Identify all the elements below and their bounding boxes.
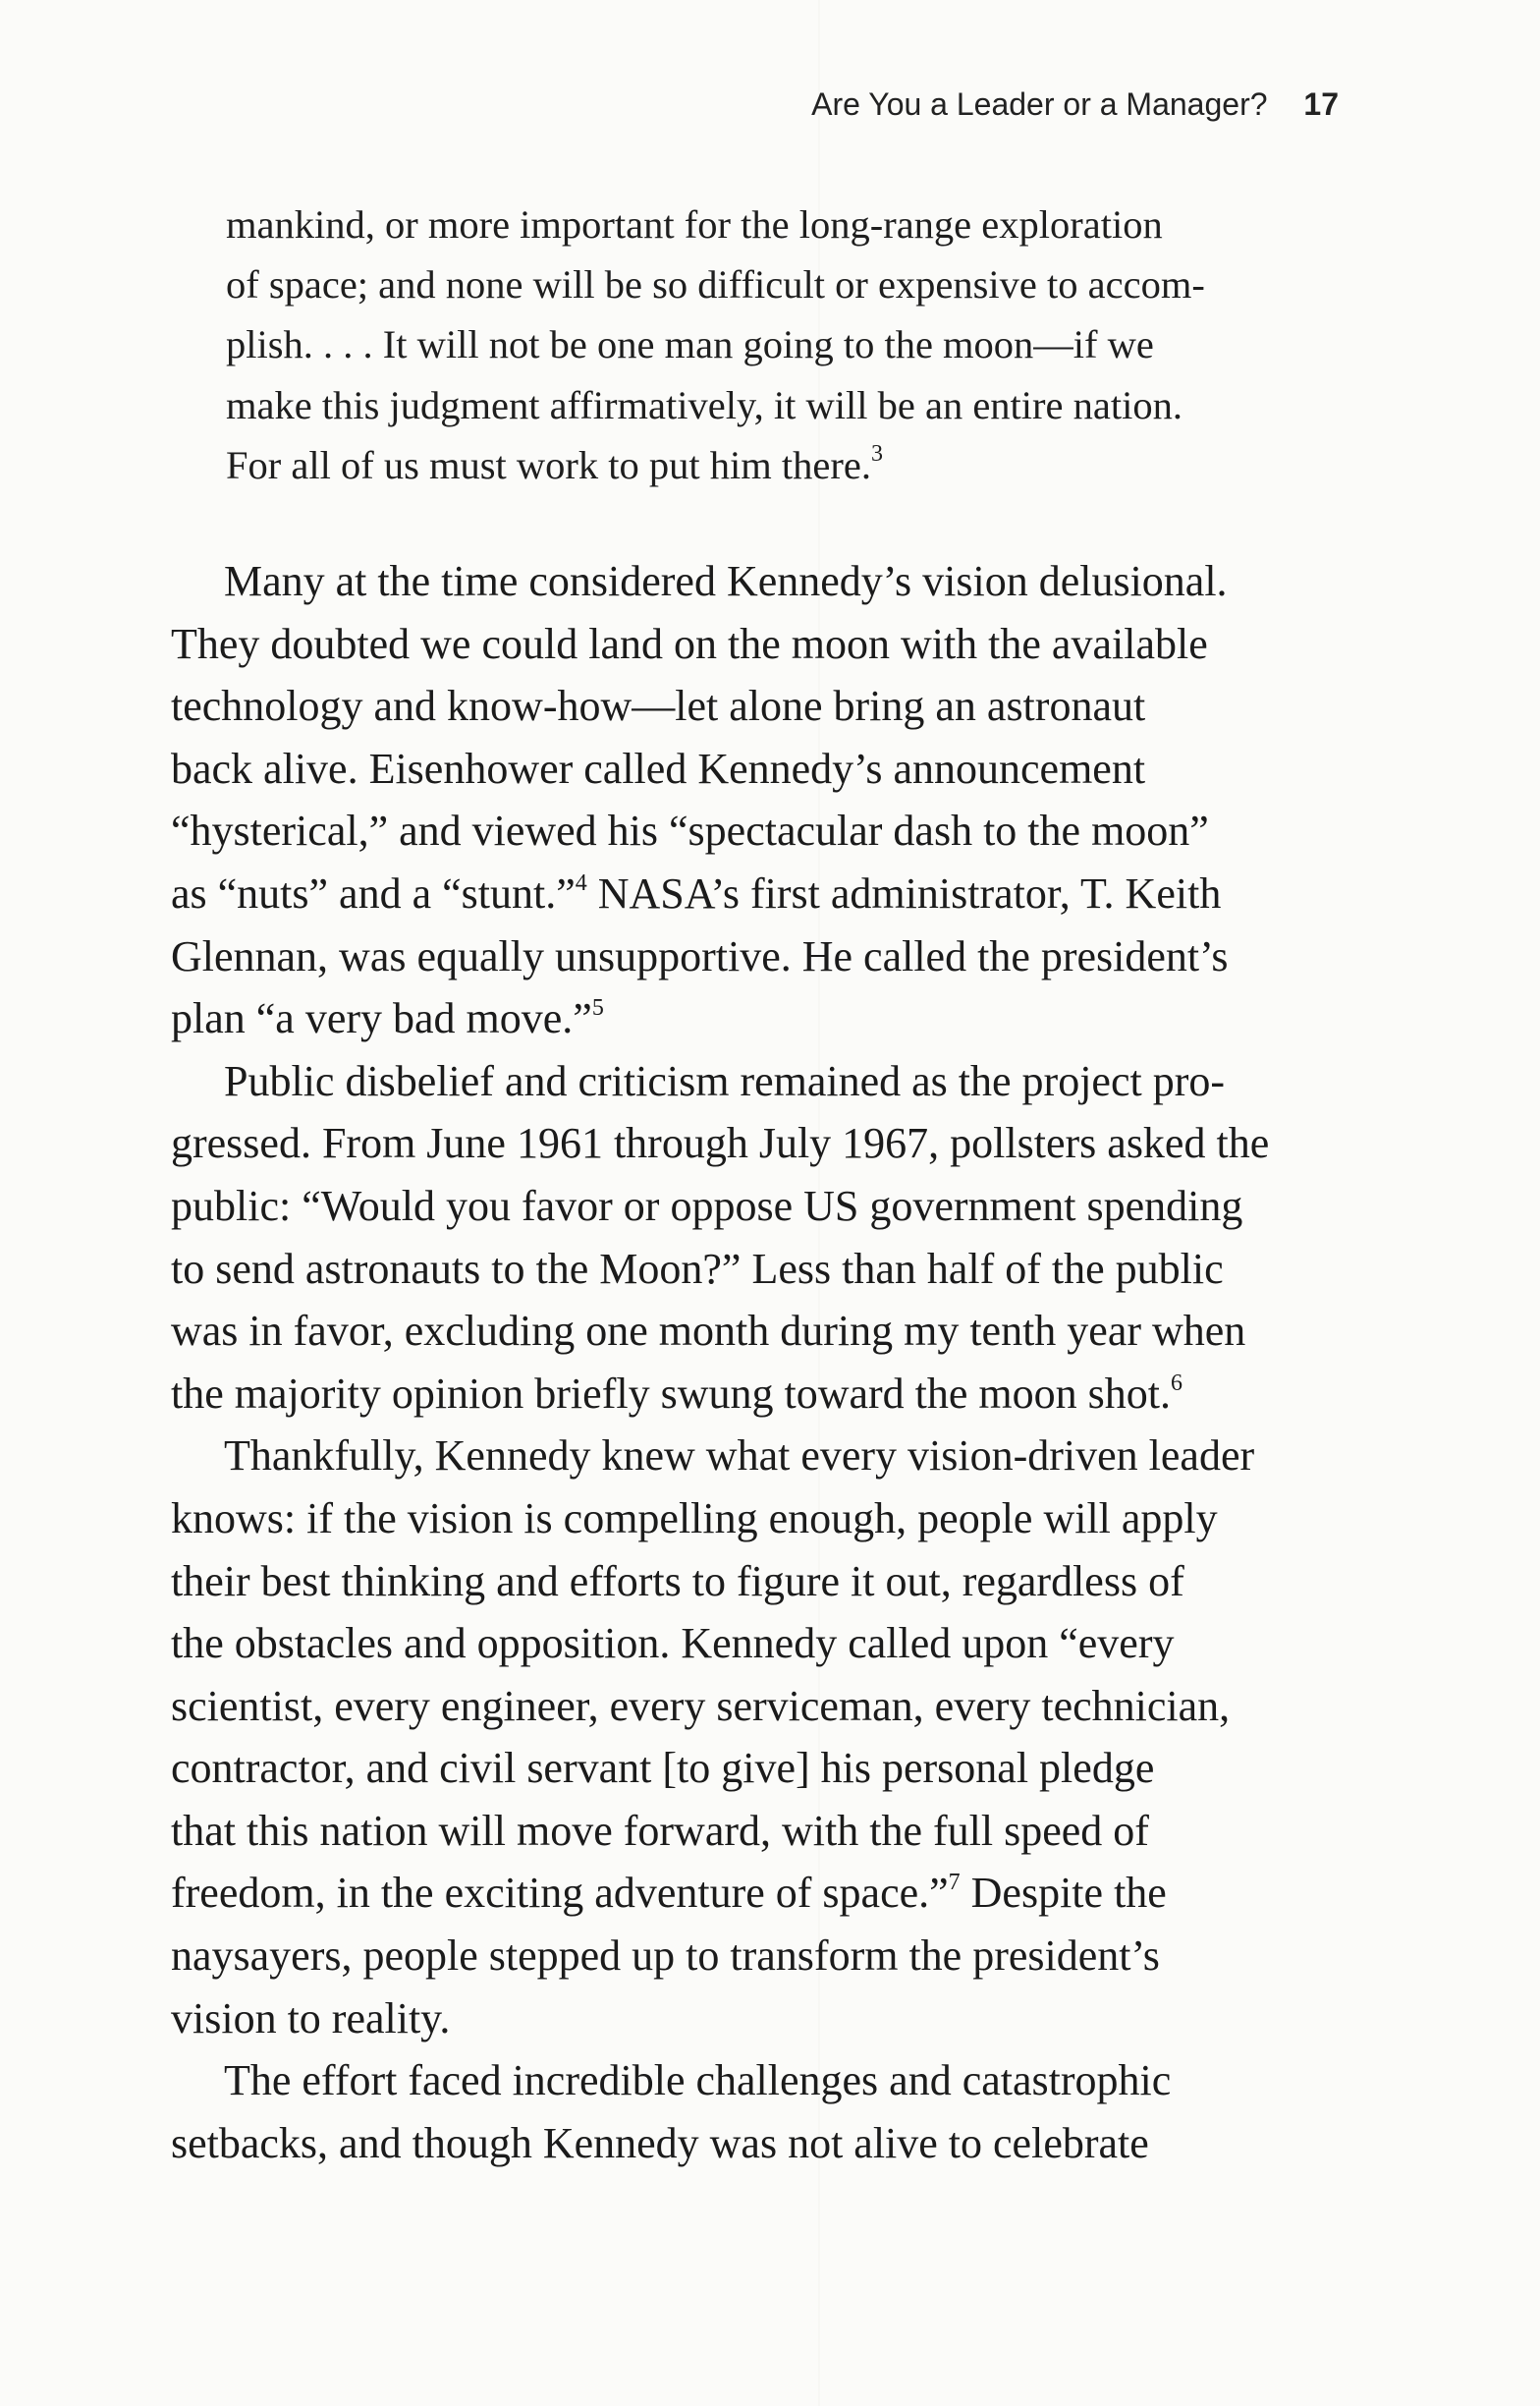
text-run: plan “a very bad move.” — [171, 994, 592, 1043]
paragraph-line: gressed. From June 1961 through July 1967, pollsters asked the — [171, 1119, 1270, 1168]
block-quote — [226, 195, 1326, 495]
footnote-marker: 5 — [591, 995, 604, 1022]
quote-line: mankind, or more important for the long-range exploration — [226, 202, 1163, 247]
quote-line: plish. . . . It will not be one man going to the moon—if we — [226, 322, 1154, 367]
paragraph-line: was in favor, excluding one month during my tenth year when — [171, 1307, 1246, 1356]
paragraph-line: setbacks, and though Kennedy was not alive to celebrate — [171, 2118, 1149, 2167]
quote-text: For all of us must work to put him there. — [226, 442, 871, 487]
paragraph-line: naysayers, people stepped up to transform the president’s — [171, 1931, 1160, 1981]
paragraph-line: Thankfully, Kennedy knew what every vision-driven leader — [224, 1431, 1255, 1481]
paragraph-line: The effort faced incredible challenges and catastrophic — [224, 2056, 1172, 2105]
paragraph-line: contractor, and civil servant [to give] his personal pledge — [171, 1744, 1155, 1793]
text-run: as “nuts” and a “stunt.” — [171, 868, 576, 918]
paragraph-line: knows: if the vision is compelling enough, people will apply — [171, 1493, 1218, 1542]
footnote-marker: 7 — [948, 1870, 961, 1896]
paragraph-line — [171, 1862, 1310, 1925]
paragraph-line: Many at the time considered Kennedy’s vision delusional. — [224, 557, 1228, 605]
paragraph-line — [171, 987, 1310, 1050]
text-run: NASA’s first administrator, T. Keith — [586, 868, 1222, 918]
text-run: freedom, in the exciting adventure of space.” — [171, 1869, 949, 1918]
quote-line: of space; and none will be so difficult or expensive to accom- — [226, 262, 1205, 308]
paragraph-line: They doubted we could land on the moon with the available — [171, 619, 1208, 668]
paragraph-line: Glennan, was equally unsupportive. He called the president’s — [171, 931, 1229, 980]
footnote-marker: 4 — [575, 869, 587, 896]
body-text — [171, 550, 1310, 2174]
footnote-marker: 6 — [1170, 1370, 1182, 1396]
paragraph-line: Public disbelief and criticism remained as the project pro- — [224, 1056, 1226, 1105]
paragraph-line: scientist, every engineer, every serviceman, every technician, — [171, 1681, 1231, 1730]
paragraph-line: their best thinking and efforts to figure it out, regardless of — [171, 1556, 1184, 1605]
paragraph-line — [171, 863, 1310, 925]
paragraph-line: the obstacles and opposition. Kennedy called upon “every — [171, 1619, 1175, 1668]
paragraph-line: technology and know-how—let alone bring an astronaut — [171, 682, 1146, 731]
paragraph-line: back alive. Eisenhower called Kennedy’s announcement — [171, 744, 1146, 793]
chapter-title: Are You a Leader or a Manager? — [811, 86, 1268, 122]
footnote-marker: 3 — [870, 440, 883, 467]
paragraph-line: “hysterical,” and viewed his “spectacular dash to the moon” — [171, 807, 1209, 856]
paragraph-line: to send astronauts to the Moon?” Less than half of the public — [171, 1244, 1224, 1293]
paragraph-line — [171, 1363, 1310, 1426]
page-number: 17 — [1303, 86, 1339, 122]
quote-line: make this judgment affirmatively, it will be an entire nation. — [226, 382, 1182, 427]
paragraph-line: public: “Would you favor or oppose US government spending — [171, 1181, 1243, 1230]
paragraph-line: vision to reality. — [171, 1993, 451, 2042]
text-run: Despite the — [960, 1869, 1167, 1918]
paragraph-line: that this nation will move forward, with the full speed of — [171, 1806, 1149, 1855]
running-head — [811, 86, 1339, 123]
text-run: the majority opinion briefly swung toward the moon shot. — [171, 1369, 1171, 1418]
quote-line — [226, 435, 1326, 495]
